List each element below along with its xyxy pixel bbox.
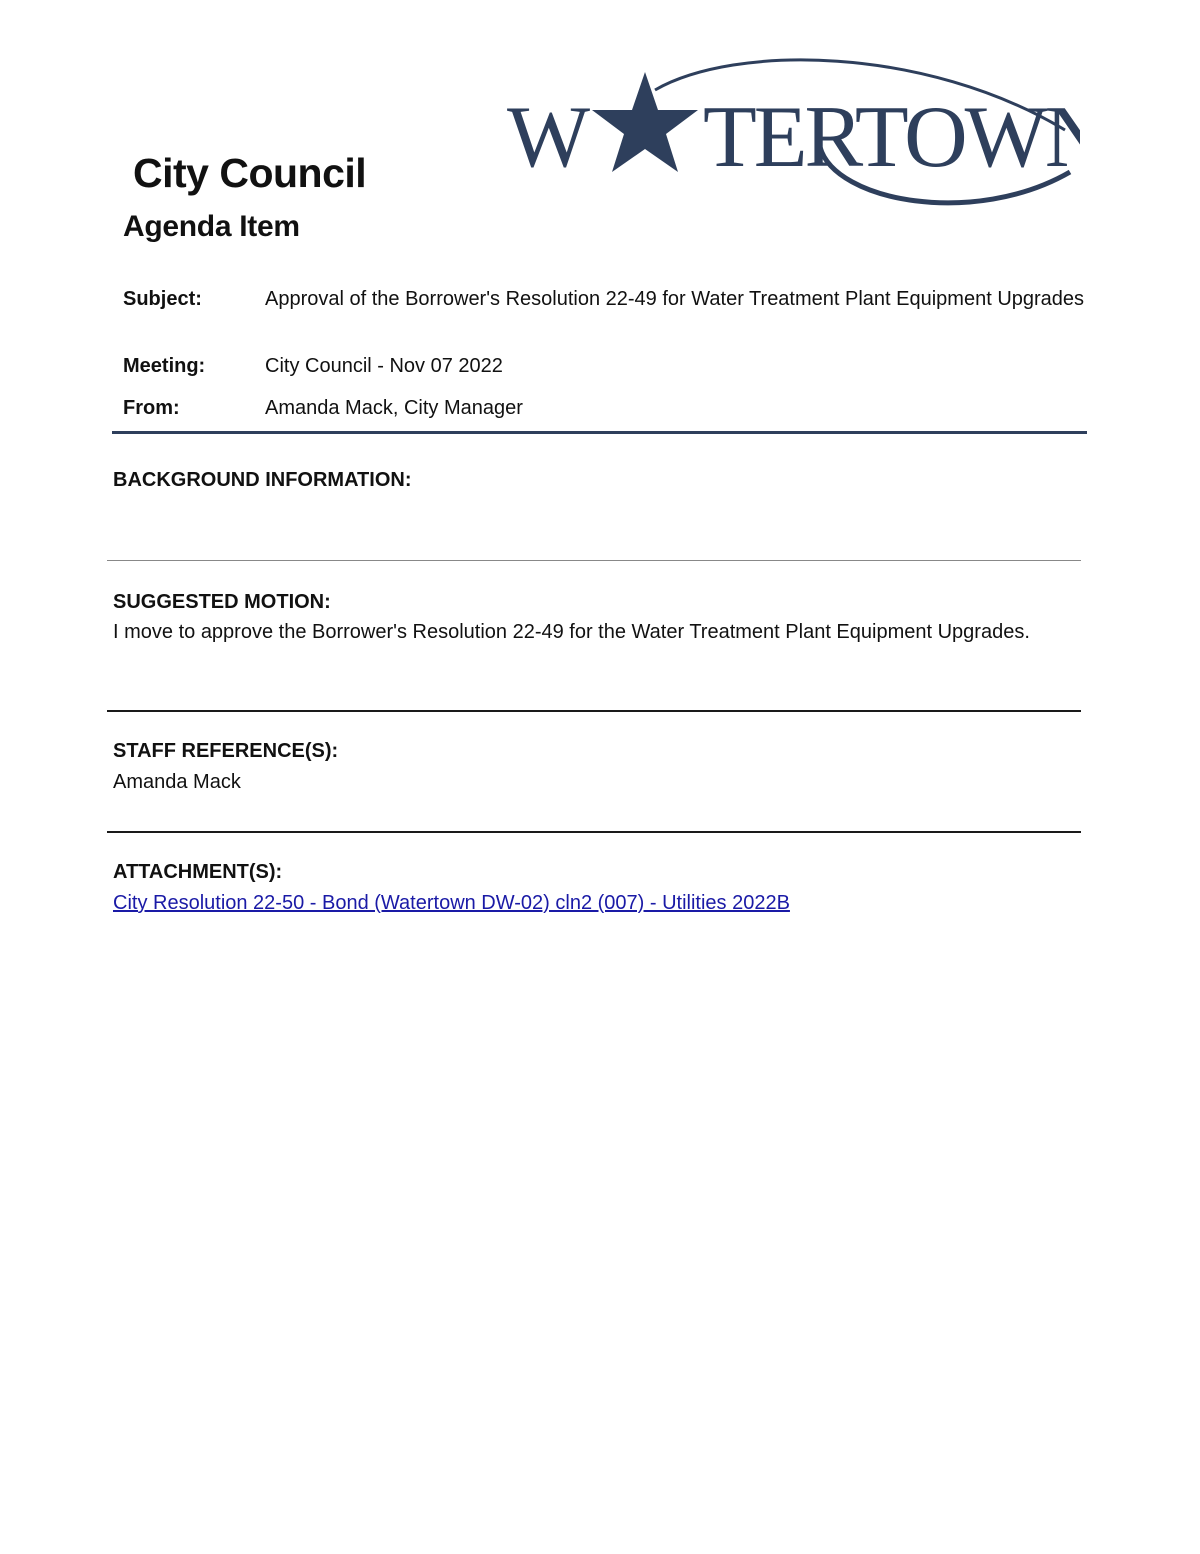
motion-text: I move to approve the Borrower's Resolution 22-49 for the Water Treatment Plant Equipment Upgrades. (113, 621, 1030, 643)
watertown-logo (505, 52, 1080, 212)
from-row (123, 394, 1085, 422)
from-label: From: (123, 397, 180, 419)
logo-letter-w: W (507, 89, 591, 186)
meeting-row (123, 352, 1085, 380)
section-divider (107, 831, 1081, 833)
attachments-heading: ATTACHMENT(S): (113, 861, 283, 883)
subject-value: Approval of the Borrower's Resolution 22-49 for Water Treatment Plant Equipment Upgrades (265, 288, 1085, 310)
from-value: Amanda Mack, City Manager (265, 397, 523, 419)
meeting-label: Meeting: (123, 355, 206, 377)
header-divider (112, 431, 1087, 434)
section-divider (107, 560, 1081, 561)
subject-label: Subject: (123, 288, 202, 310)
staff-heading: STAFF REFERENCE(S): (113, 740, 339, 762)
meeting-value: City Council - Nov 07 2022 (265, 355, 503, 377)
page-title: City Council (133, 150, 367, 196)
motion-heading: SUGGESTED MOTION: (113, 591, 331, 613)
staff-text: Amanda Mack (113, 771, 241, 793)
star-icon (592, 72, 698, 172)
attachment-item (113, 888, 790, 918)
section-divider (107, 710, 1081, 712)
background-heading: BACKGROUND INFORMATION: (113, 469, 412, 491)
attachment-link[interactable]: City Resolution 22-50 - Bond (Watertown DW-02) cln2 (007) - Utilities 2022B (113, 892, 790, 914)
page-subtitle: Agenda Item (123, 210, 300, 243)
watertown-logo-graphic (505, 52, 1080, 212)
subject-row (123, 285, 1085, 313)
logo-letters-tertown: TERTOWN (703, 89, 1080, 186)
